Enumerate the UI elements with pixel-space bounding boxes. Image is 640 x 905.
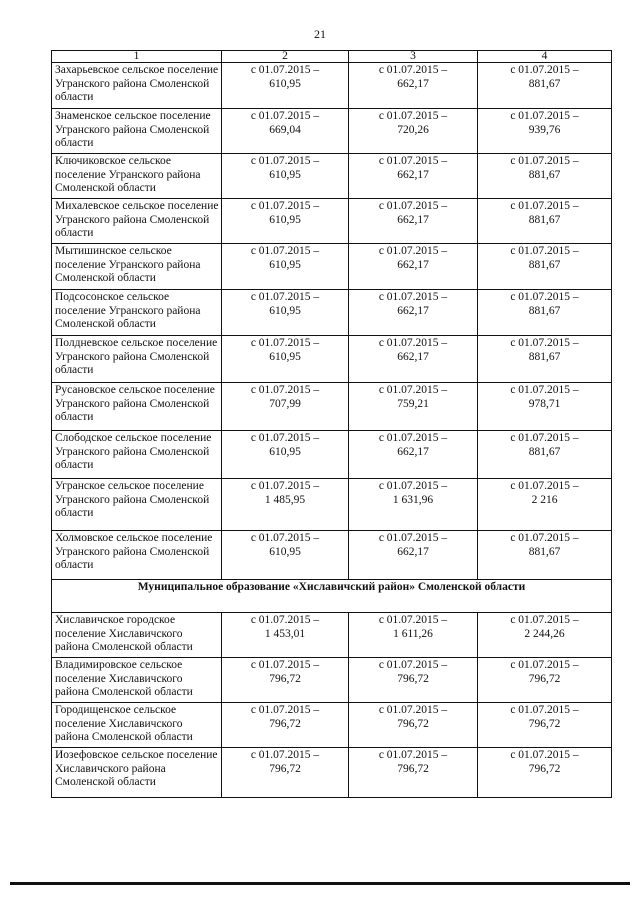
tariff-date: с 01.07.2015 – (378, 614, 448, 626)
tariff-value: 662,17 (397, 77, 429, 90)
tariff-date: с 01.07.2015 – (510, 532, 579, 544)
tariff-date: с 01.07.2015 – (378, 432, 448, 444)
tariff-date: с 01.07.2015 – (250, 291, 320, 303)
tariff-date: с 01.07.2015 – (510, 614, 579, 626)
settlement-name: Иозефовское сельское поселение Хиславичского района Смоленской области (52, 748, 222, 798)
table-row (52, 479, 612, 531)
tariff-value: 881,67 (528, 545, 561, 558)
settlement-name: Слободское сельское поселение Угранского района Смоленской области (52, 431, 222, 479)
table-row (52, 658, 612, 703)
tariff-cell-c3 (349, 199, 478, 244)
tariff-cell-c2 (222, 199, 349, 244)
tariff-date: с 01.07.2015 – (250, 614, 320, 626)
tariff-cell-c3 (349, 748, 478, 798)
tariff-date: с 01.07.2015 – (510, 384, 579, 396)
tariff-cell-c2 (222, 290, 349, 336)
table-row (52, 109, 612, 154)
tariff-date: с 01.07.2015 – (510, 110, 579, 122)
tariff-date: с 01.07.2015 – (378, 659, 448, 671)
tariff-value: 796,72 (269, 717, 301, 730)
tariff-date: с 01.07.2015 – (250, 155, 320, 167)
tariff-value: 662,17 (397, 445, 429, 458)
table-row (52, 431, 612, 479)
tariff-date: с 01.07.2015 – (510, 155, 579, 167)
tariff-date: с 01.07.2015 – (378, 337, 448, 349)
tariff-cell-c2 (222, 154, 349, 199)
tariff-cell-c4 (478, 154, 612, 199)
tariff-date: с 01.07.2015 – (510, 200, 579, 212)
tariff-cell-c2 (222, 109, 349, 154)
tariff-cell-c2 (222, 383, 349, 431)
tariff-value: 669,04 (269, 123, 301, 136)
tariff-cell-c4 (478, 748, 612, 798)
tariff-cell-c3 (349, 431, 478, 479)
tariff-cell-c4 (478, 244, 612, 290)
tariff-cell-c3 (349, 613, 478, 658)
header-cell-3: 3 (349, 51, 478, 63)
tariff-cell-c4 (478, 431, 612, 479)
tariff-cell-c2 (222, 658, 349, 703)
tariff-cell-c3 (349, 154, 478, 199)
tariff-date: с 01.07.2015 – (378, 480, 448, 492)
tariff-cell-c3 (349, 336, 478, 383)
tariff-date: с 01.07.2015 – (510, 245, 579, 257)
tariff-date: с 01.07.2015 – (378, 749, 448, 761)
table-row (52, 199, 612, 244)
tariff-date: с 01.07.2015 – (250, 245, 320, 257)
tariff-date: с 01.07.2015 – (378, 532, 448, 544)
tariff-date: с 01.07.2015 – (250, 64, 320, 76)
tariff-cell-c2 (222, 431, 349, 479)
table-row (52, 154, 612, 199)
tariff-date: с 01.07.2015 – (378, 245, 448, 257)
tariff-cell-c4 (478, 336, 612, 383)
settlement-name: Мытишинское сельское поселение Угранского района Смоленской области (52, 244, 222, 290)
tariff-value: 796,72 (528, 672, 561, 685)
table-row (52, 748, 612, 798)
tariff-cell-c3 (349, 109, 478, 154)
tariff-value: 720,26 (397, 123, 429, 136)
tariff-cell-c4 (478, 703, 612, 748)
settlement-name: Полдневское сельское поселение Угранского района Смоленской области (52, 336, 222, 383)
tariff-table-body (52, 51, 612, 798)
tariff-date: с 01.07.2015 – (378, 155, 448, 167)
settlement-name: Хиславичское городское поселение Хиславичского района Смоленской области (52, 613, 222, 658)
tariff-cell-c4 (478, 290, 612, 336)
tariff-date: с 01.07.2015 – (510, 749, 579, 761)
tariff-date: с 01.07.2015 – (378, 64, 448, 76)
tariff-date: с 01.07.2015 – (510, 64, 579, 76)
table-row (52, 63, 612, 109)
tariff-value: 881,67 (528, 77, 561, 90)
tariff-cell-c3 (349, 63, 478, 109)
tariff-cell-c4 (478, 109, 612, 154)
tariff-value: 610,95 (269, 545, 301, 558)
tariff-cell-c4 (478, 479, 612, 531)
tariff-cell-c2 (222, 479, 349, 531)
settlement-name: Знаменское сельское поселение Угранского района Смоленской области (52, 109, 222, 154)
tariff-value: 796,72 (397, 762, 429, 775)
tariff-cell-c3 (349, 658, 478, 703)
tariff-cell-c2 (222, 63, 349, 109)
tariff-value: 662,17 (397, 304, 429, 317)
tariff-cell-c3 (349, 383, 478, 431)
tariff-cell-c2 (222, 244, 349, 290)
table-row (52, 613, 612, 658)
tariff-date: с 01.07.2015 – (250, 384, 320, 396)
settlement-name: Михалевское сельское поселение Угранского района Смоленской области (52, 199, 222, 244)
settlement-name: Угранское сельское поселение Угранского района Смоленской области (52, 479, 222, 531)
tariff-value: 978,71 (528, 397, 561, 410)
tariff-value: 2 216 (531, 493, 558, 506)
tariff-value: 610,95 (269, 350, 301, 363)
table-row (52, 290, 612, 336)
tariff-value: 796,72 (397, 672, 429, 685)
tariff-value: 796,72 (528, 717, 561, 730)
tariff-value: 796,72 (397, 717, 429, 730)
settlement-name: Подсосонское сельское поселение Угранского района Смоленской области (52, 290, 222, 336)
tariff-value: 662,17 (397, 350, 429, 363)
tariff-value: 610,95 (269, 77, 301, 90)
section-title: Муниципальное образование «Хиславичский район» Смоленской области (52, 580, 612, 613)
table-row (52, 383, 612, 431)
tariff-date: с 01.07.2015 – (250, 749, 320, 761)
tariff-value: 796,72 (528, 762, 561, 775)
tariff-date: с 01.07.2015 – (250, 110, 320, 122)
tariff-date: с 01.07.2015 – (510, 432, 579, 444)
settlement-name: Русановское сельское поселение Угранского района Смоленской области (52, 383, 222, 431)
tariff-date: с 01.07.2015 – (378, 384, 448, 396)
tariff-cell-c4 (478, 658, 612, 703)
tariff-value: 796,72 (269, 762, 301, 775)
tariff-value: 881,67 (528, 350, 561, 363)
tariff-cell-c4 (478, 63, 612, 109)
tariff-cell-c4 (478, 199, 612, 244)
tariff-value: 2 244,26 (524, 627, 565, 640)
tariff-value: 881,67 (528, 168, 561, 181)
tariff-value: 1 453,01 (264, 627, 306, 640)
tariff-value: 1 485,95 (264, 493, 306, 506)
tariff-value: 610,95 (269, 258, 301, 271)
tariff-value: 1 611,26 (393, 627, 433, 640)
tariff-value: 881,67 (528, 445, 561, 458)
tariff-date: с 01.07.2015 – (378, 200, 448, 212)
tariff-date: с 01.07.2015 – (510, 480, 579, 492)
settlement-name: Захарьевское сельское поселение Угранского района Смоленской области (52, 63, 222, 109)
tariff-date: с 01.07.2015 – (250, 337, 320, 349)
tariff-date: с 01.07.2015 – (250, 659, 320, 671)
tariff-cell-c2 (222, 613, 349, 658)
tariff-value: 610,95 (269, 304, 301, 317)
tariff-cell-c2 (222, 336, 349, 383)
tariff-date: с 01.07.2015 – (510, 337, 579, 349)
tariff-cell-c3 (349, 703, 478, 748)
tariff-cell-c4 (478, 531, 612, 580)
tariff-date: с 01.07.2015 – (378, 704, 448, 716)
table-row (52, 531, 612, 580)
header-cell-4: 4 (478, 51, 612, 63)
tariff-value: 610,95 (269, 168, 301, 181)
tariff-cell-c4 (478, 383, 612, 431)
tariff-date: с 01.07.2015 – (250, 480, 320, 492)
tariff-value: 759,21 (397, 397, 429, 410)
tariff-cell-c3 (349, 531, 478, 580)
tariff-date: с 01.07.2015 – (510, 704, 579, 716)
tariff-value: 707,99 (269, 397, 301, 410)
tariff-date: с 01.07.2015 – (250, 532, 320, 544)
tariff-value: 881,67 (528, 304, 561, 317)
table-row (52, 336, 612, 383)
tariff-value: 1 631,96 (392, 493, 434, 506)
tariff-date: с 01.07.2015 – (510, 291, 579, 303)
tariff-date: с 01.07.2015 – (250, 200, 320, 212)
tariff-value: 662,17 (397, 168, 429, 181)
table-row (52, 703, 612, 748)
settlement-name: Ключиковское сельское поселение Угранского района Смоленской области (52, 154, 222, 199)
tariff-cell-c3 (349, 479, 478, 531)
tariff-value: 796,72 (269, 672, 301, 685)
settlement-name: Городищенское сельское поселение Хиславичского района Смоленской области (52, 703, 222, 748)
page-number: 21 (314, 27, 326, 41)
header-row (52, 51, 612, 63)
settlement-name: Холмовское сельское поселение Угранского района Смоленской области (52, 531, 222, 580)
bottom-rule (10, 882, 630, 885)
tariff-value: 662,17 (397, 213, 429, 226)
tariff-date: с 01.07.2015 – (250, 432, 320, 444)
header-cell-1: 1 (52, 51, 222, 63)
section-row (52, 580, 612, 613)
tariff-date: с 01.07.2015 – (378, 291, 448, 303)
tariff-cell-c3 (349, 244, 478, 290)
tariff-value: 662,17 (397, 545, 429, 558)
tariff-cell-c2 (222, 748, 349, 798)
tariff-cell-c4 (478, 613, 612, 658)
tariff-value: 662,17 (397, 258, 429, 271)
table-row (52, 244, 612, 290)
tariff-cell-c2 (222, 531, 349, 580)
settlement-name: Владимировское сельское поселение Хиславичского района Смоленской области (52, 658, 222, 703)
tariff-value: 881,67 (528, 258, 561, 271)
header-cell-2: 2 (222, 51, 349, 63)
tariff-date: с 01.07.2015 – (378, 110, 448, 122)
tariff-table (51, 50, 612, 798)
tariff-value: 939,76 (528, 123, 561, 136)
tariff-cell-c3 (349, 290, 478, 336)
tariff-value: 610,95 (269, 445, 301, 458)
tariff-value: 881,67 (528, 213, 561, 226)
tariff-value: 610,95 (269, 213, 301, 226)
tariff-cell-c2 (222, 703, 349, 748)
tariff-date: с 01.07.2015 – (510, 659, 579, 671)
tariff-date: с 01.07.2015 – (250, 704, 320, 716)
